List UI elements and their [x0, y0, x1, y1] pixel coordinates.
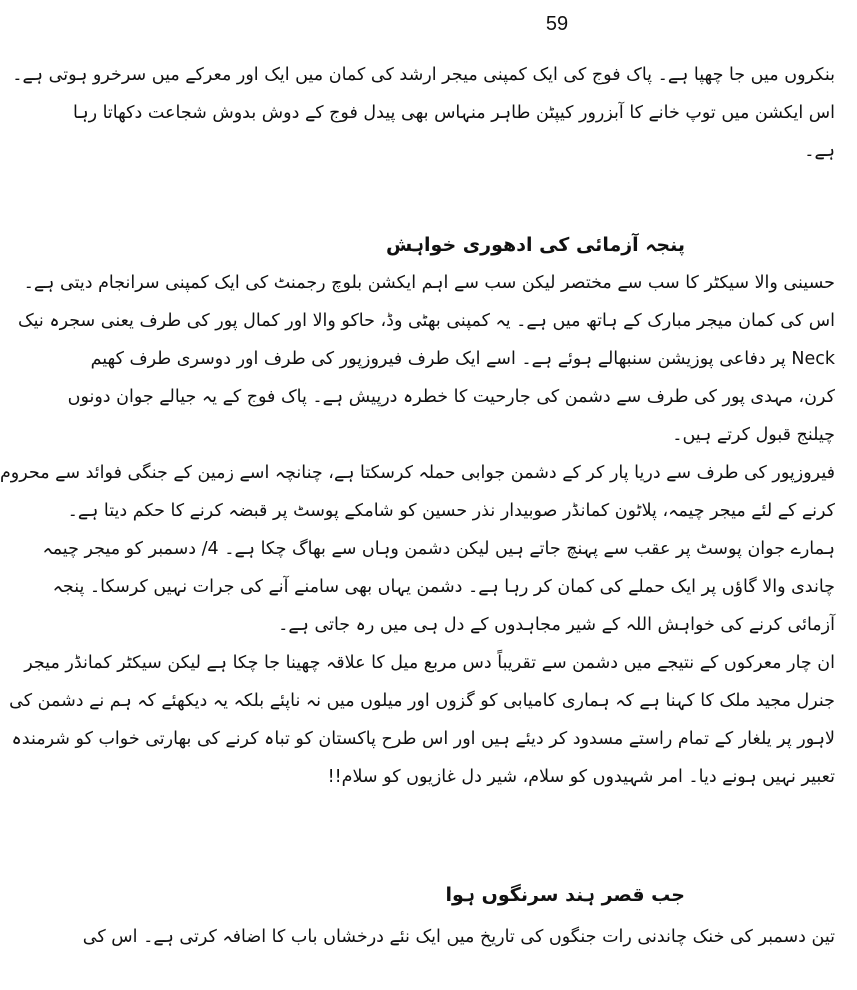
text-line: آزمائی کرنے کی خواہش اللہ کے شیر مجاہدوں کے دل ہی میں رہ جاتی ہے۔: [278, 615, 835, 635]
section-heading-container: [279, 226, 835, 264]
paragraph-3: [82, 918, 835, 956]
page-number: 59: [545, 13, 569, 35]
text-line: Neck پر دفاعی پوزیشن سنبھالے ہوئے ہے۔ اسے ایک طرف فیروزپور کی طرف اور دوسری طرف کھیم: [90, 349, 835, 369]
text-line: ہمارے جوان پوسٹ پر عقب سے پہنچ جاتے ہیں لیکن دشمن وہاں سے بھاگ چکا ہے۔ 4/ دسمبر کو میجر چیمہ: [42, 539, 835, 559]
text-line: چیلنج قبول کرتے ہیں۔: [672, 425, 835, 445]
text-line: فیروزپور کی طرف سے دریا پار کر کے دشمن جوابی حملہ کرسکتا ہے، چنانچہ اسے زمین کے جنگی فوائد سے محروم: [0, 463, 835, 483]
text-line: چاندی والا گاؤں پر ایک حملے کی کمان کر رہا ہے۔ دشمن یہاں بھی سامنے آنے کی جرات نہیں کرسکا۔ پنجہ: [52, 577, 835, 597]
text-line: ہے۔: [804, 141, 835, 161]
section-heading: پنجہ آزمائی کی ادھوری خواہش: [386, 234, 685, 256]
text-line: بنکروں میں جا چھپا ہے۔ پاک فوج کی ایک کمپنی میجر ارشد کی کمان میں ایک اور معرکے میں سرخرو ہوتی ہے۔: [12, 65, 835, 85]
section-heading-container: [279, 876, 835, 914]
text-line: حسینی والا سیکٹر کا سب سے مختصر لیکن سب سے اہم ایکشن بلوچ رجمنٹ کی ایک کمپنی سرانجام دیتی ہے۔: [23, 273, 835, 293]
text-line: ان چار معرکوں کے نتیجے میں دشمن سے تقریباً دس مربع میل کا علاقہ چھینا جا چکا ہے لیکن سیکٹر کمانڈر میجر: [24, 653, 835, 673]
paragraph-2: [0, 264, 835, 796]
text-line: جنرل مجید ملک کا کہنا ہے کہ ہماری کامیابی کو گزوں اور میلوں میں نہ ناپئے بلکہ یہ دیکھئے کہ ہم نے دشمن کی: [9, 691, 835, 711]
text-line: لاہور پر یلغار کے تمام راستے مسدود کر دیئے ہیں اور اس طرح پاکستان کو تباہ کرنے کی بھارتی خواب کو شرمندہ: [11, 729, 835, 749]
text-line: اس کی کمان میجر مبارک کے ہاتھ میں ہے۔ یہ کمپنی بھٹی وڈ، حاکو والا اور کمال پور کی طرف یعنی سجرہ نیک: [17, 311, 835, 331]
paragraph-1: [12, 56, 835, 170]
text-line: تعبیر نہیں ہونے دیا۔ امر شہیدوں کو سلام، شیر دل غازیوں کو سلام!!: [327, 767, 835, 787]
section-heading: جب قصر ہند سرنگوں ہوا: [445, 884, 685, 906]
text-line: اس ایکشن میں توپ خانے کا آبزرور کیپٹن طاہر منہاس بھی پیدل فوج کے دوش بدوش شجاعت دکھاتا رہا: [72, 103, 835, 123]
text-line: کرن، مہدی پور کی طرف سے دشمن کی جارحیت کا خطرہ درپیش ہے۔ پاک فوج کے یہ جیالے جوان دونوں: [67, 387, 835, 407]
text-line: کرنے کے لئے میجر چیمہ، پلاٹون کمانڈر صوبیدار نذر حسین کو شامکے پوسٹ پر قبضہ کرنے کا حکم دیتا ہے۔: [67, 501, 835, 521]
text-line: تین دسمبر کی خنک چاندنی رات جنگوں کی تاریخ میں ایک نئے درخشاں باب کا اضافہ کرتی ہے۔ اس کی: [82, 927, 835, 947]
